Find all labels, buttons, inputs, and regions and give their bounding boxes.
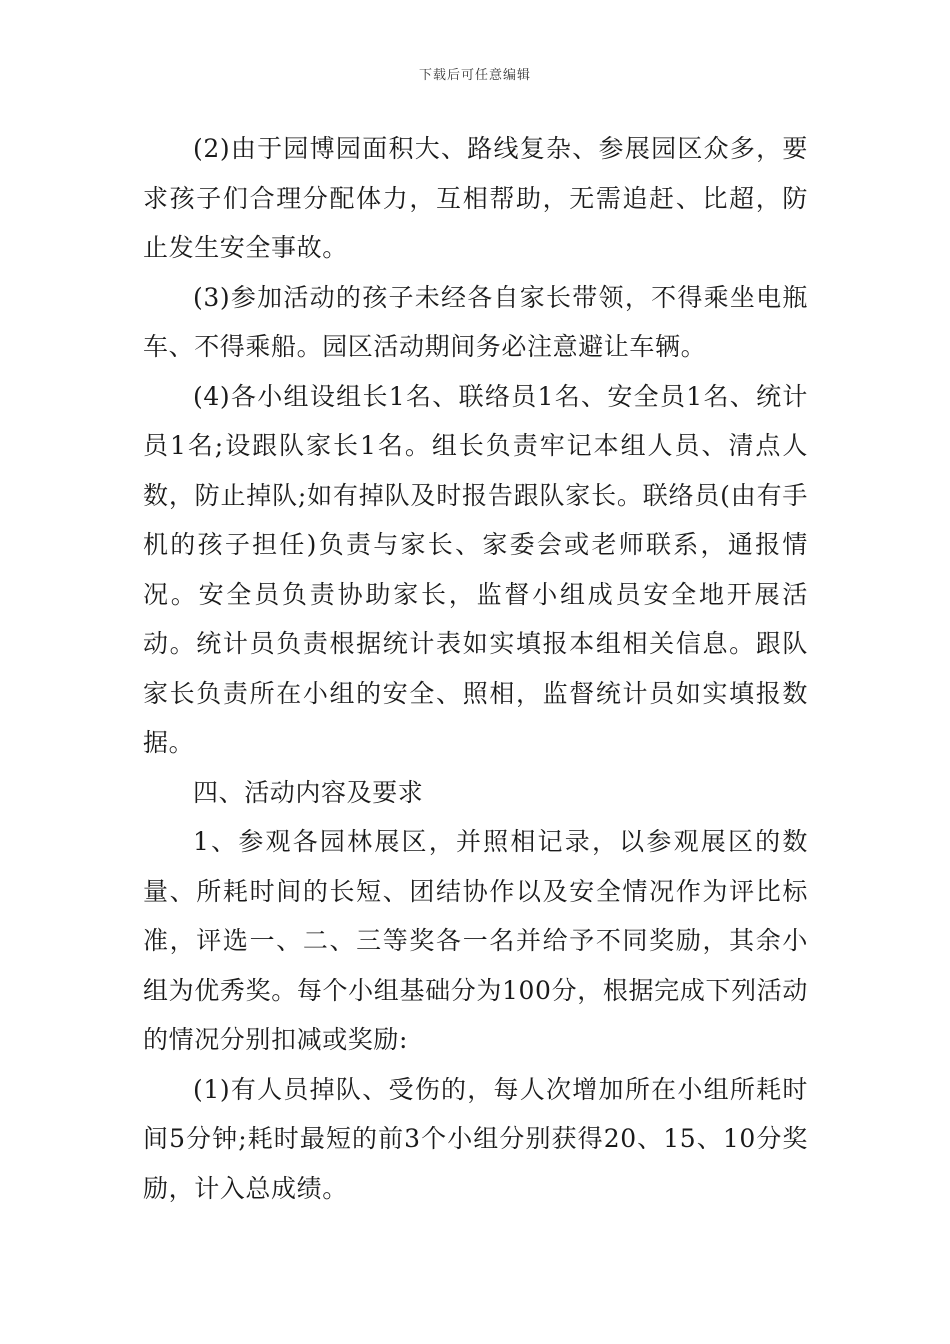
paragraph-scoring-rule: (1)有人员掉队、受伤的，每人次增加所在小组所耗时间5分钟;耗时最短的前3个小组分别获得20、15、10分奖励，计入总成绩。 — [143, 1074, 808, 1203]
section-heading-activity: 四、活动内容及要求 — [193, 777, 424, 807]
header-note: 下载后可任意编辑 — [418, 68, 531, 83]
document-body — [143, 124, 808, 1213]
paragraph-visit-rules: 1、参观各园林展区，并照相记录，以参观展区的数量、所耗时间的长短、团结协作以及安全情况作为评比标准，评选一、二、三等奖各一名并给予不同奖励，其余小组为优秀奖。每个小组基础分为100分，根据完成下列活动的情况分别扣减或奖励: — [143, 827, 808, 1054]
paragraph-vehicle-rules: (3)参加活动的孩子未经各自家长带领，不得乘坐电瓶车、不得乘船。园区活动期间务必注意避让车辆。 — [143, 282, 808, 361]
paragraph-group-roles: (4)各小组设组长1名、联络员1名、安全员1名、统计员1名;设跟队家长1名。组长负责牢记本组人员、清点人数，防止掉队;如有掉队及时报告跟队家长。联络员(由有手机的孩子担任)负责与家长、家委会或老师联系，通报情况。安全员负责协助家长，监督小组成员安全地开展活动。统计员负责根据统计表如实填报本组相关信息。跟队家长负责所在小组的安全、照相，监督统计员如实填报数据。 — [143, 381, 808, 757]
paragraph-safety-energy: (2)由于园博园面积大、路线复杂、参展园区众多，要求孩子们合理分配体力，互相帮助，无需追赶、比超，防止发生安全事故。 — [143, 134, 808, 262]
